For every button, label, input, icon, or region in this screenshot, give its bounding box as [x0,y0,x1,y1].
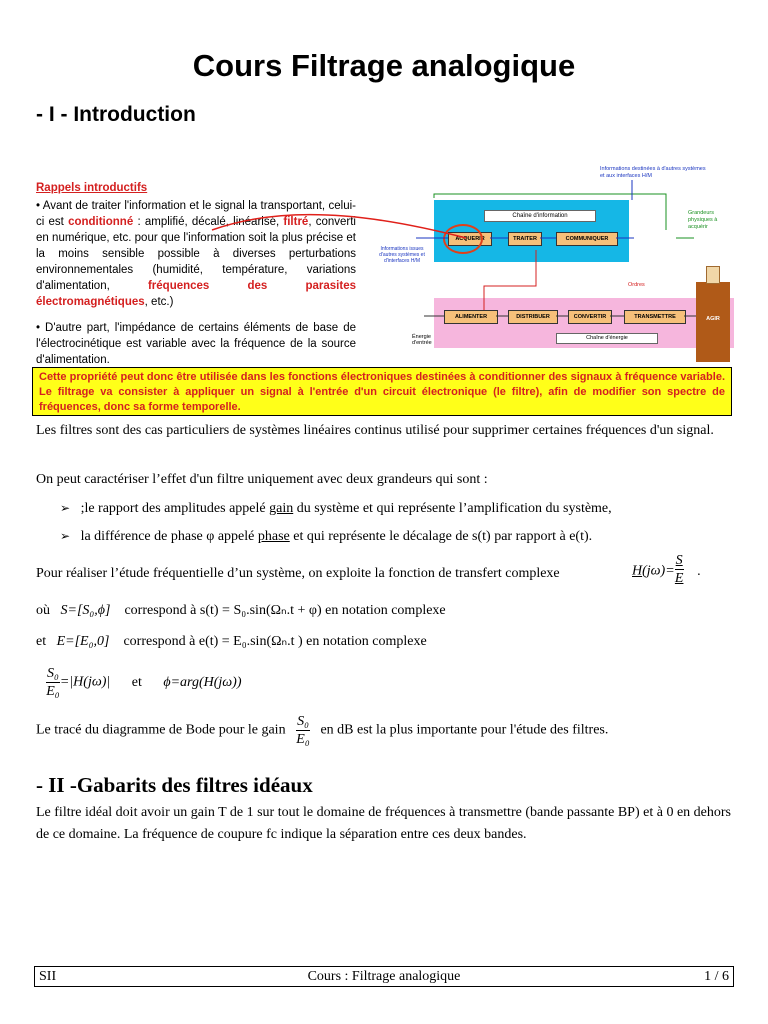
rappels-p1-a: Avant de traiter l'information et le signal la transportant, celui-ci est [36,200,356,228]
rappels-p1-c: : amplifié, décalé, linéarisé, [133,216,284,228]
formula-H: H [632,563,643,579]
bode-post: en dB est la plus importante pour l'étude des filtres. [320,722,609,738]
gain-term: gain [269,501,294,516]
bode-den: E₀ [296,732,310,747]
gain-num: S₀ [47,666,59,681]
bode-num: S₀ [297,714,309,729]
rappels-title: Rappels introductifs [36,182,148,194]
formula-arg: (jω)= [642,563,675,579]
formula-fraction [675,552,684,587]
ou-label: où [36,603,50,618]
gain-fraction [46,665,60,700]
rappels-p2: D'autre part, l'impédance de certains éléments de base de l'électrocinétique est variable avec la fréquence de la source d'alimentation. [36,322,356,366]
bullet-phase-pre: la différence de phase φ appelé [80,529,258,544]
footer-center: Cours : Filtrage analogique [307,969,461,984]
formula-den: E [674,571,684,586]
rappels-p1-d: filtré [283,216,309,228]
rappels-paragraph-2: • D'autre part, l'impédance de certains éléments de base de l'électrocinétique est variable avec la fréquence de la source d'alimentation. [36,322,356,366]
s-definition [36,600,736,622]
section-heading-gabarits: - II -Gabarits des filtres idéaux [36,773,313,797]
s-equation: S=[S₀,ϕ] [60,603,111,618]
ordres-label: Ordres [628,282,645,288]
rappels-p1-b: conditionné [68,216,134,228]
information-chain-label: Chaîne d'information [484,210,596,222]
communiquer-block: COMMUNIQUER [556,232,618,246]
phase-equation: ϕ=arg(H(jω)) [163,674,242,690]
acquerir-block: ACQUERIR [448,232,492,246]
intro-paragraph-2: On peut caractériser l’effet d'un filtre uniquement avec deux grandeurs qui sont : [36,472,488,487]
info-issues-label: Informations issues d'autres systèmes et d'interfaces H/M [379,246,425,264]
bullet-gain-pre: ;le rapport des amplitudes appelé [80,501,270,516]
alimenter-block: ALIMENTER [444,310,498,324]
bode-fraction [296,713,310,748]
formula-num: S [675,553,683,568]
rappels-paragraph-1: • Avant de traiter l'information et le signal la transportant, celui-ci est conditionné : amplifié, décalé, linéarisé, filtré, converti en numérique, etc. pour que l'information soit la plus précise et la moins sensible possible à diverses perturbations environnementales (humidité, température, variations d'alimentation, fréquences des parasites électromagnétiques, etc.) [36,200,356,308]
energy-chain-label: Chaîne d'énergie [556,333,658,344]
rappels-p1-g: , etc.) [144,296,174,308]
intro-paragraph-1: Les filtres sont des cas particuliers de systèmes linéaires continus utilisé pour supprimer certaines fréquences d'un signal. [36,423,714,438]
traiter-block: TRAITER [508,232,542,246]
transfer-function-formula [632,553,701,587]
transfer-function-text: Pour réaliser l’étude fréquentielle d’un système, on exploite la fonction de transfert complexe [36,566,560,581]
gain-phase-formulas [46,665,242,700]
gabarits-paragraph: Le filtre idéal doit avoir un gain T de 1 sur tout le domaine de fréquences à transmettre (bande passante BP) et à 0 en dehors de ce domaine. La fréquence de coupure fc indique la séparation entre ces deux bandes. [36,805,731,842]
arrow-bullet-icon: ➢ [60,529,71,543]
energie-entree-label: Énergie d'entrée [412,334,432,346]
distribuer-block: DISTRIBUER [508,310,558,324]
page-title: Cours Filtrage analogique [192,48,576,83]
et-label: et [36,634,47,649]
arrow-bullet-icon: ➢ [60,501,71,515]
footer-left: SII [39,969,57,984]
gain-rhs: =|H(jω)| [59,674,111,690]
rappels-p1-f: fréquences des parasites électromagnétiques [36,280,356,308]
e-equation: E=[E₀,0] [56,634,110,649]
section-heading-introduction: - I - Introduction [36,103,196,126]
agir-label: AGIR [706,316,720,322]
bullet-gain-post: du système et qui représente l’amplification du système, [293,501,612,516]
intro-figure [36,166,736,420]
transmettre-block: TRANSMETTRE [624,310,686,324]
rappels-p1-e: , converti en numérique, etc. pour que l'information soit la plus précise et la moins sensible possible à diverses perturbations environnementales (humidité, température, variations d'alimentation, [36,216,356,292]
bullet-phase-post: et qui représente le décalage de s(t) par rapport à e(t). [289,529,593,544]
s-text: correspond à s(t) = S₀.sin(Ωₙ.t + φ) en notation complexe [124,603,446,618]
grandeurs-physiques-label: Grandeurs physiques à acquérir [688,210,718,230]
yellow-note: Cette propriété peut donc être utilisée dans les fonctions électroniques destinées à conditionner des signaux à fréquence variable. Le filtrage va consister à appliquer un signal à l'entrée d'un circuit électronique (le filtre), afin de modifier son spectre de fréquences, donc sa forme temporelle. [32,367,732,416]
bullet-gain [60,497,730,520]
page-footer [34,966,734,987]
page-number: 1 / 6 [704,969,729,984]
phase-term: phase [257,529,290,544]
bode-paragraph [36,713,736,748]
et2-label: et [131,674,142,690]
formula-end: . [697,563,701,579]
info-destinees-label: Informations destinées à d'autres systèmes et aux interfaces H/M [600,166,706,179]
bode-pre: Le tracé du diagramme de Bode pour le gain [36,722,286,738]
convertir-block: CONVERTIR [568,310,612,324]
gain-den: E₀ [46,684,60,699]
bullet-phase [60,525,730,548]
e-definition [36,631,736,653]
e-text: correspond à e(t) = E₀.sin(Ωₙ.t ) en notation complexe [123,634,427,649]
